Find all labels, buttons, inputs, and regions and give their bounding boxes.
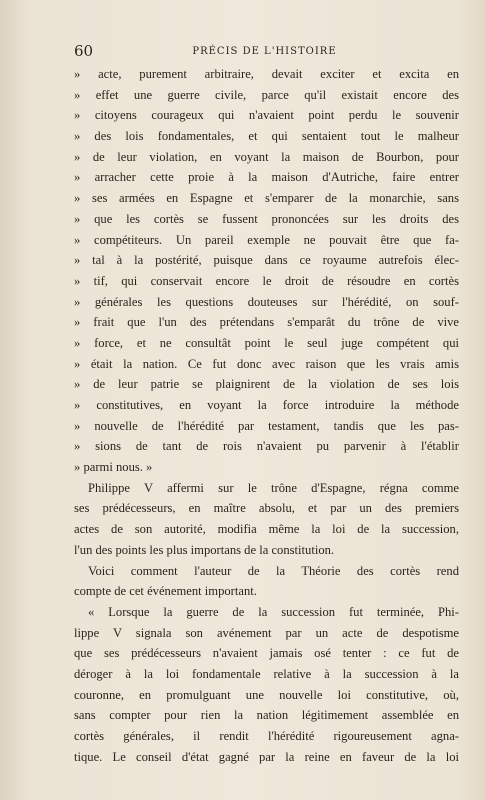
text-line: tique. Le conseil d'état gagné par la reine en faveur de la loi [74,749,459,764]
text-line: » compétiteurs. Un pareil exemple ne pouvait être que fa- [74,232,459,247]
text-line: « Lorsque la guerre de la succession fut terminée, Phi- [88,604,459,619]
text-line: » générales les questions douteuses sur l'hérédité, on souf- [74,294,459,309]
text-line: compte de cet événement important. [74,584,257,599]
running-title: PRÉCIS DE L'HISTOIRE [192,46,337,57]
text-line: » tal à la postérité, puisque dans ce royaume autrefois élec- [74,253,459,268]
text-line: déroger à la loi fondamentale relative à la succession à la [74,666,459,681]
text-line: » effet une guerre civile, parce qu'il existait encore des [74,87,459,102]
text-line: sans compter pour rien la nation légitimement assemblée en [74,708,459,723]
page-header [74,42,455,62]
text-line: » force, et ne consultât point le seul juge compétent qui [74,335,459,350]
text-line: » citoyens courageux qui n'avaient point perdu le souvenir [74,108,459,123]
text-line: » frait que l'un des prétendans s'emparât du trône de vive [74,315,459,330]
text-line: lippe V signala son avénement par un acte de despotisme [74,625,459,640]
text-line: » nouvelle de l'hérédité par testament, tandis que les pas- [74,418,459,433]
text-line: actes de son autorité, modifia même la loi de la succession, [74,522,459,537]
text-line: » tif, qui conservait encore le droit de résoudre en cortès [74,273,459,288]
text-line: Voici comment l'auteur de la Théorie des cortès rend [88,563,459,578]
text-line: » parmi nous. » [74,460,153,475]
page-number: 60 [74,42,94,60]
text-line: » ses armées en Espagne et s'emparer de la monarchie, sans [74,191,459,206]
text-line: » constitutives, en voyant la force introduire la méthode [74,398,459,412]
text-line: ses prédécesseurs, en maître absolu, et par un des premiers [74,501,459,516]
text-line: » était la nation. Ce fut donc avec raison que les vrais amis [74,356,459,371]
text-line: » sions de tant de rois n'avaient pu parvenir à l'établir [74,439,459,454]
text-line: » arracher cette proie à la maison d'Autriche, faire entrer [74,170,459,185]
text-line: l'un des points les plus importans de la constitution. [74,542,335,557]
text-line: » des lois fondamentales, et qui sentaient tout le malheur [74,129,459,144]
text-line: couronne, en promulguant une nouvelle loi constitutive, où, [74,687,459,702]
text-line: que ses prédécesseurs n'avaient jamais osé tenter : ce fut de [74,646,459,661]
text-line: Philippe V affermi sur le trône d'Espagne, régna comme [88,480,459,495]
text-line: » que les cortès se fussent prononcées sur les droits des [74,211,459,226]
text-line: » acte, purement arbitraire, devait exciter et excita en [74,67,459,81]
body-text [74,64,459,767]
text-line: » de leur patrie se plaignirent de la violation de ses lois [74,377,459,392]
text-line: cortès générales, il rendit l'hérédité rigoureusement agna- [74,729,459,743]
text-line: » de leur violation, en voyant la maison de Bourbon, pour [74,149,459,164]
